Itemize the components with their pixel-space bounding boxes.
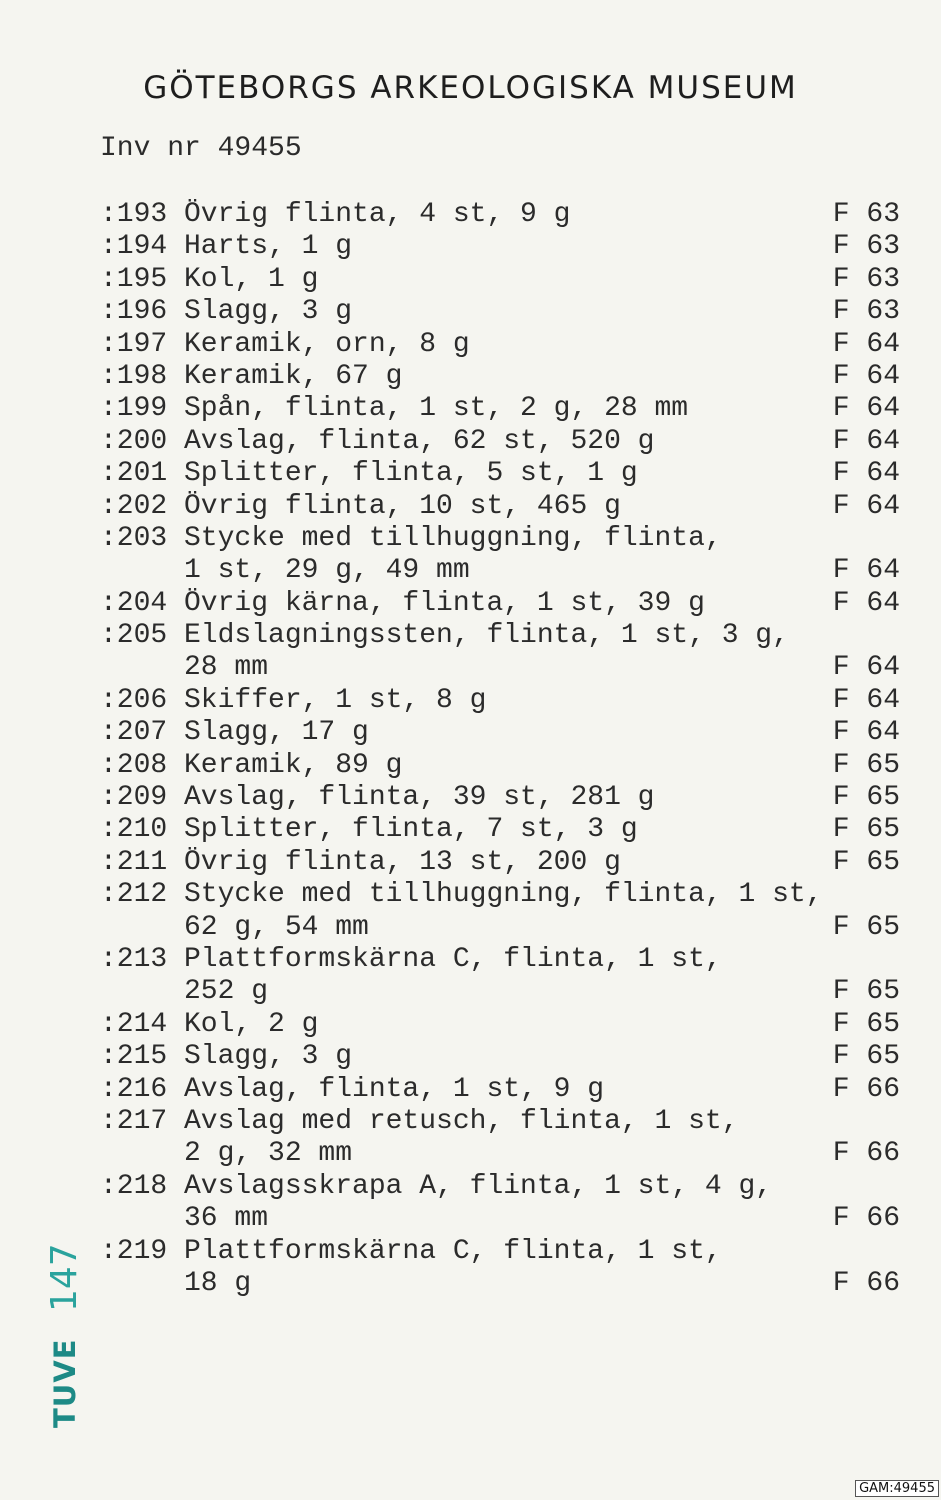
entry-line bbox=[100, 976, 910, 1008]
location-stamp: TUVE bbox=[48, 1338, 82, 1428]
entry-line bbox=[100, 652, 910, 684]
shelf-code: F 64 bbox=[832, 425, 900, 457]
entry-line bbox=[100, 847, 910, 879]
entry-line bbox=[100, 879, 910, 911]
entry-number: :203 bbox=[100, 522, 168, 554]
entry-list bbox=[100, 199, 910, 1300]
entry-number: :217 bbox=[100, 1105, 168, 1137]
entry-number: :216 bbox=[100, 1073, 168, 1105]
shelf-code: F 65 bbox=[832, 814, 900, 846]
entry-description: Avslag med retusch, flinta, 1 st, bbox=[184, 1105, 739, 1137]
entry-line bbox=[100, 814, 910, 846]
entry-description: 62 g, 54 mm bbox=[184, 911, 369, 943]
entry-description: Kol, 2 g bbox=[184, 1008, 319, 1040]
entry-line bbox=[100, 1268, 910, 1300]
entry-number: :200 bbox=[100, 425, 168, 457]
entry-line bbox=[100, 555, 910, 587]
shelf-code: F 64 bbox=[832, 684, 900, 716]
entry-number: :212 bbox=[100, 879, 168, 911]
entry-number: :198 bbox=[100, 360, 168, 392]
entry-line bbox=[100, 782, 910, 814]
shelf-code: F 64 bbox=[832, 587, 900, 619]
shelf-code: F 64 bbox=[832, 555, 900, 587]
entry-number: :209 bbox=[100, 782, 168, 814]
shelf-code: F 65 bbox=[832, 782, 900, 814]
handwritten-number: 147 bbox=[44, 1243, 85, 1312]
shelf-code: F 66 bbox=[832, 1138, 900, 1170]
entry-description: Avslag, flinta, 39 st, 281 g bbox=[184, 782, 655, 814]
entry-description: Övrig kärna, flinta, 1 st, 39 g bbox=[184, 587, 705, 619]
entry-line bbox=[100, 1041, 910, 1073]
entry-number: :201 bbox=[100, 458, 168, 490]
entry-description: Avslag, flinta, 62 st, 520 g bbox=[184, 425, 655, 457]
entry-description: Keramik, orn, 8 g bbox=[184, 328, 470, 360]
entry-description: Plattformskärna C, flinta, 1 st, bbox=[184, 943, 722, 975]
entry-number: :208 bbox=[100, 749, 168, 781]
entry-number: :193 bbox=[100, 199, 168, 230]
entry-number: :204 bbox=[100, 587, 168, 619]
entry-line bbox=[100, 296, 910, 328]
entry-description: Eldslagningssten, flinta, 1 st, 3 g, bbox=[184, 620, 789, 652]
entry-line bbox=[100, 1171, 910, 1203]
entry-line bbox=[100, 944, 910, 976]
shelf-code: F 64 bbox=[832, 490, 900, 522]
entry-number: :211 bbox=[100, 846, 168, 878]
entry-description: Avslagsskrapa A, flinta, 1 st, 4 g, bbox=[184, 1170, 773, 1202]
entry-description: Slagg, 3 g bbox=[184, 1041, 353, 1073]
entry-number: :195 bbox=[100, 263, 168, 295]
entry-description: Slagg, 3 g bbox=[184, 296, 353, 328]
entry-number: :214 bbox=[100, 1008, 168, 1040]
shelf-code: F 64 bbox=[832, 328, 900, 360]
entry-line bbox=[100, 458, 910, 490]
shelf-code: F 64 bbox=[832, 360, 900, 392]
entry-line bbox=[100, 912, 910, 944]
entry-line bbox=[100, 426, 910, 458]
shelf-code: F 65 bbox=[832, 846, 900, 878]
entry-line bbox=[100, 750, 910, 782]
entry-line bbox=[100, 1236, 910, 1268]
entry-line bbox=[100, 264, 910, 296]
entry-number: :210 bbox=[100, 814, 168, 846]
entry-description: 2 g, 32 mm bbox=[184, 1138, 353, 1170]
entry-number: :194 bbox=[100, 231, 168, 263]
shelf-code: F 66 bbox=[832, 1203, 900, 1235]
entry-description: Splitter, flinta, 7 st, 3 g bbox=[184, 814, 638, 846]
entry-number: :218 bbox=[100, 1170, 168, 1202]
entry-line bbox=[100, 1138, 910, 1170]
entry-number: :215 bbox=[100, 1041, 168, 1073]
entry-description: 36 mm bbox=[184, 1203, 269, 1235]
entry-description: 1 st, 29 g, 49 mm bbox=[184, 555, 470, 587]
shelf-code: F 63 bbox=[832, 199, 900, 230]
entry-line bbox=[100, 361, 910, 393]
shelf-code: F 63 bbox=[832, 296, 900, 328]
entry-line bbox=[100, 231, 910, 263]
entry-description: Spån, flinta, 1 st, 2 g, 28 mm bbox=[184, 393, 689, 425]
inventory-number: Inv nr 49455 bbox=[100, 133, 302, 164]
entry-number: :213 bbox=[100, 943, 168, 975]
entry-number: :199 bbox=[100, 393, 168, 425]
entry-line bbox=[100, 685, 910, 717]
shelf-code: F 65 bbox=[832, 911, 900, 943]
entry-description: 28 mm bbox=[184, 652, 269, 684]
entry-line bbox=[100, 588, 910, 620]
entry-line bbox=[100, 329, 910, 361]
entry-description: Avslag, flinta, 1 st, 9 g bbox=[184, 1073, 605, 1105]
shelf-code: F 65 bbox=[832, 976, 900, 1008]
entry-description: Splitter, flinta, 5 st, 1 g bbox=[184, 458, 638, 490]
shelf-code: F 64 bbox=[832, 393, 900, 425]
shelf-code: F 63 bbox=[832, 263, 900, 295]
entry-description: Plattformskärna C, flinta, 1 st, bbox=[184, 1235, 722, 1267]
entry-description: Kol, 1 g bbox=[184, 263, 319, 295]
image-id-label: GAM:49455 bbox=[855, 1480, 939, 1497]
entry-number: :207 bbox=[100, 717, 168, 749]
shelf-code: F 64 bbox=[832, 717, 900, 749]
shelf-code: F 64 bbox=[832, 458, 900, 490]
entry-number: :202 bbox=[100, 490, 168, 522]
entry-line bbox=[100, 523, 910, 555]
shelf-code: F 65 bbox=[832, 1008, 900, 1040]
entry-number: :219 bbox=[100, 1235, 168, 1267]
entry-line bbox=[100, 717, 910, 749]
entry-description: 18 g bbox=[184, 1267, 252, 1299]
entry-description: Keramik, 67 g bbox=[184, 360, 403, 392]
entry-description: Övrig flinta, 13 st, 200 g bbox=[184, 846, 621, 878]
entry-line bbox=[100, 1074, 910, 1106]
entry-number: :197 bbox=[100, 328, 168, 360]
entry-description: Slagg, 17 g bbox=[184, 717, 369, 749]
entry-description: Övrig flinta, 4 st, 9 g bbox=[184, 199, 571, 230]
shelf-code: F 66 bbox=[832, 1267, 900, 1299]
entry-description: Keramik, 89 g bbox=[184, 749, 403, 781]
entry-line bbox=[100, 393, 910, 425]
entry-number: :196 bbox=[100, 296, 168, 328]
entry-description: 252 g bbox=[184, 976, 269, 1008]
entry-description: Harts, 1 g bbox=[184, 231, 353, 263]
shelf-code: F 65 bbox=[832, 749, 900, 781]
shelf-code: F 65 bbox=[832, 1041, 900, 1073]
entry-number: :206 bbox=[100, 684, 168, 716]
entry-number: :205 bbox=[100, 620, 168, 652]
entry-description: Skiffer, 1 st, 8 g bbox=[184, 684, 487, 716]
entry-line bbox=[100, 1203, 910, 1235]
entry-line bbox=[100, 1009, 910, 1041]
shelf-code: F 64 bbox=[832, 652, 900, 684]
entry-description: Övrig flinta, 10 st, 465 g bbox=[184, 490, 621, 522]
entry-line bbox=[100, 620, 910, 652]
shelf-code: F 63 bbox=[832, 231, 900, 263]
museum-title: GÖTEBORGS ARKEOLOGISKA MUSEUM bbox=[143, 70, 798, 106]
entry-description: Stycke med tillhuggning, flinta, 1 st, bbox=[184, 879, 823, 911]
entry-line bbox=[100, 1106, 910, 1138]
entry-line bbox=[100, 199, 910, 231]
shelf-code: F 66 bbox=[832, 1073, 900, 1105]
entry-description: Stycke med tillhuggning, flinta, bbox=[184, 522, 722, 554]
entry-line bbox=[100, 491, 910, 523]
